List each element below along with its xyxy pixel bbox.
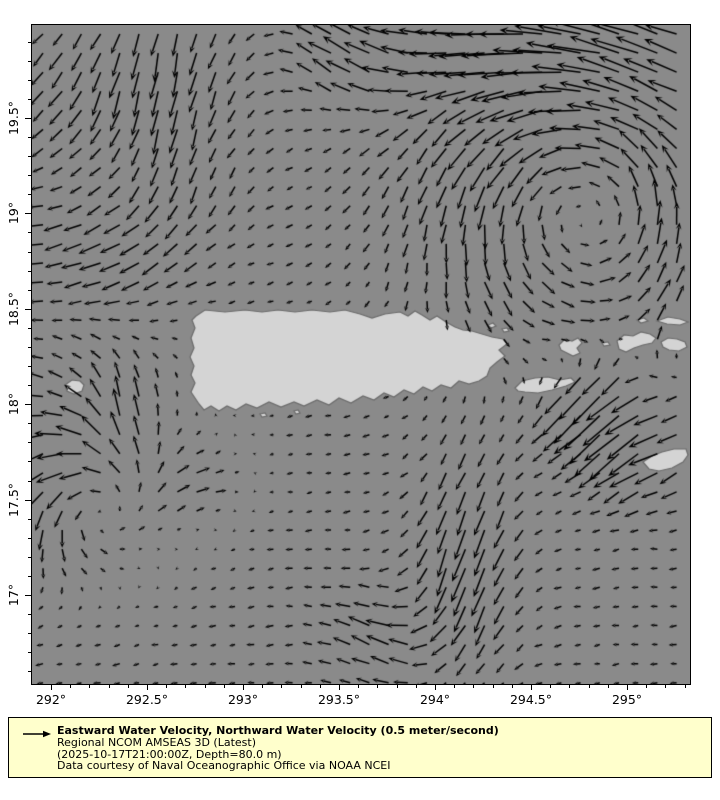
y-minor-tick bbox=[28, 137, 32, 138]
x-tick-label: 294.5° bbox=[509, 692, 553, 707]
y-minor-tick bbox=[28, 194, 32, 195]
x-major-tick bbox=[531, 684, 532, 690]
x-minor-tick bbox=[166, 684, 167, 688]
x-minor-tick bbox=[358, 684, 359, 688]
x-major-tick bbox=[435, 684, 436, 690]
y-tick-label: 17° bbox=[6, 583, 21, 607]
x-minor-tick bbox=[512, 684, 513, 688]
y-minor-tick bbox=[28, 252, 32, 253]
y-minor-tick bbox=[28, 519, 32, 520]
y-tick-label: 19.5° bbox=[6, 100, 21, 136]
x-tick-label: 292° bbox=[35, 692, 67, 707]
y-minor-tick bbox=[28, 42, 32, 43]
legend-box bbox=[8, 717, 712, 778]
x-tick-label: 293.5° bbox=[317, 692, 361, 707]
legend-line-title: Eastward Water Velocity, Northward Water Velocity (0.5 meter/second) bbox=[57, 724, 499, 737]
x-minor-tick bbox=[377, 684, 378, 688]
x-minor-tick bbox=[281, 684, 282, 688]
y-major-tick bbox=[25, 500, 31, 501]
y-minor-tick bbox=[28, 481, 32, 482]
x-minor-tick bbox=[262, 684, 263, 688]
x-minor-tick bbox=[646, 684, 647, 688]
y-minor-tick bbox=[28, 442, 32, 443]
y-minor-tick bbox=[28, 557, 32, 558]
x-minor-tick bbox=[685, 684, 686, 688]
y-minor-tick bbox=[28, 366, 32, 367]
x-major-tick bbox=[243, 684, 244, 690]
y-minor-tick bbox=[28, 576, 32, 577]
x-major-tick bbox=[627, 684, 628, 690]
x-minor-tick bbox=[89, 684, 90, 688]
y-tick-label: 19° bbox=[6, 201, 21, 225]
y-minor-tick bbox=[28, 652, 32, 653]
y-minor-tick bbox=[28, 61, 32, 62]
x-minor-tick bbox=[128, 684, 129, 688]
x-minor-tick bbox=[224, 684, 225, 688]
reference-arrow-icon bbox=[22, 729, 52, 739]
x-minor-tick bbox=[473, 684, 474, 688]
y-major-tick bbox=[25, 309, 31, 310]
x-minor-tick bbox=[550, 684, 551, 688]
x-minor-tick bbox=[70, 684, 71, 688]
x-minor-tick bbox=[454, 684, 455, 688]
y-major-tick bbox=[25, 595, 31, 596]
x-minor-tick bbox=[185, 684, 186, 688]
current-vectors-map-canvas bbox=[32, 25, 690, 684]
y-minor-tick bbox=[28, 461, 32, 462]
legend-text-block bbox=[57, 725, 499, 772]
y-minor-tick bbox=[28, 385, 32, 386]
y-minor-tick bbox=[28, 614, 32, 615]
x-minor-tick bbox=[320, 684, 321, 688]
x-tick-label: 293° bbox=[227, 692, 259, 707]
x-tick-label: 295° bbox=[611, 692, 643, 707]
x-minor-tick bbox=[397, 684, 398, 688]
x-minor-tick bbox=[301, 684, 302, 688]
y-major-tick bbox=[25, 404, 31, 405]
x-tick-label: 294° bbox=[419, 692, 451, 707]
legend-line-time-depth: (2025-10-17T21:00:00Z, Depth=80.0 m) bbox=[57, 747, 282, 761]
x-minor-tick bbox=[109, 684, 110, 688]
x-tick-label: 292.5° bbox=[125, 692, 169, 707]
legend-line-model: Regional NCOM AMSEAS 3D (Latest) bbox=[57, 735, 256, 749]
y-minor-tick bbox=[28, 671, 32, 672]
y-major-tick bbox=[25, 118, 31, 119]
x-minor-tick bbox=[589, 684, 590, 688]
y-minor-tick bbox=[28, 538, 32, 539]
y-minor-tick bbox=[28, 328, 32, 329]
y-minor-tick bbox=[28, 156, 32, 157]
y-major-tick bbox=[25, 213, 31, 214]
y-minor-tick bbox=[28, 175, 32, 176]
x-major-tick bbox=[51, 684, 52, 690]
y-minor-tick bbox=[28, 347, 32, 348]
y-minor-tick bbox=[28, 290, 32, 291]
x-minor-tick bbox=[569, 684, 570, 688]
y-tick-label: 17.5° bbox=[6, 482, 21, 518]
y-tick-label: 18° bbox=[6, 392, 21, 416]
y-minor-tick bbox=[28, 633, 32, 634]
y-minor-tick bbox=[28, 99, 32, 100]
x-minor-tick bbox=[205, 684, 206, 688]
x-minor-tick bbox=[608, 684, 609, 688]
y-tick-label: 18.5° bbox=[6, 291, 21, 327]
y-minor-tick bbox=[28, 232, 32, 233]
y-minor-tick bbox=[28, 271, 32, 272]
y-minor-tick bbox=[28, 80, 32, 81]
x-minor-tick bbox=[665, 684, 666, 688]
map-plot-area bbox=[31, 24, 691, 685]
y-minor-tick bbox=[28, 423, 32, 424]
x-major-tick bbox=[147, 684, 148, 690]
x-major-tick bbox=[339, 684, 340, 690]
x-minor-tick bbox=[493, 684, 494, 688]
x-minor-tick bbox=[416, 684, 417, 688]
legend-line-courtesy: Data courtesy of Naval Oceanographic Office via NOAA NCEI bbox=[57, 759, 391, 773]
